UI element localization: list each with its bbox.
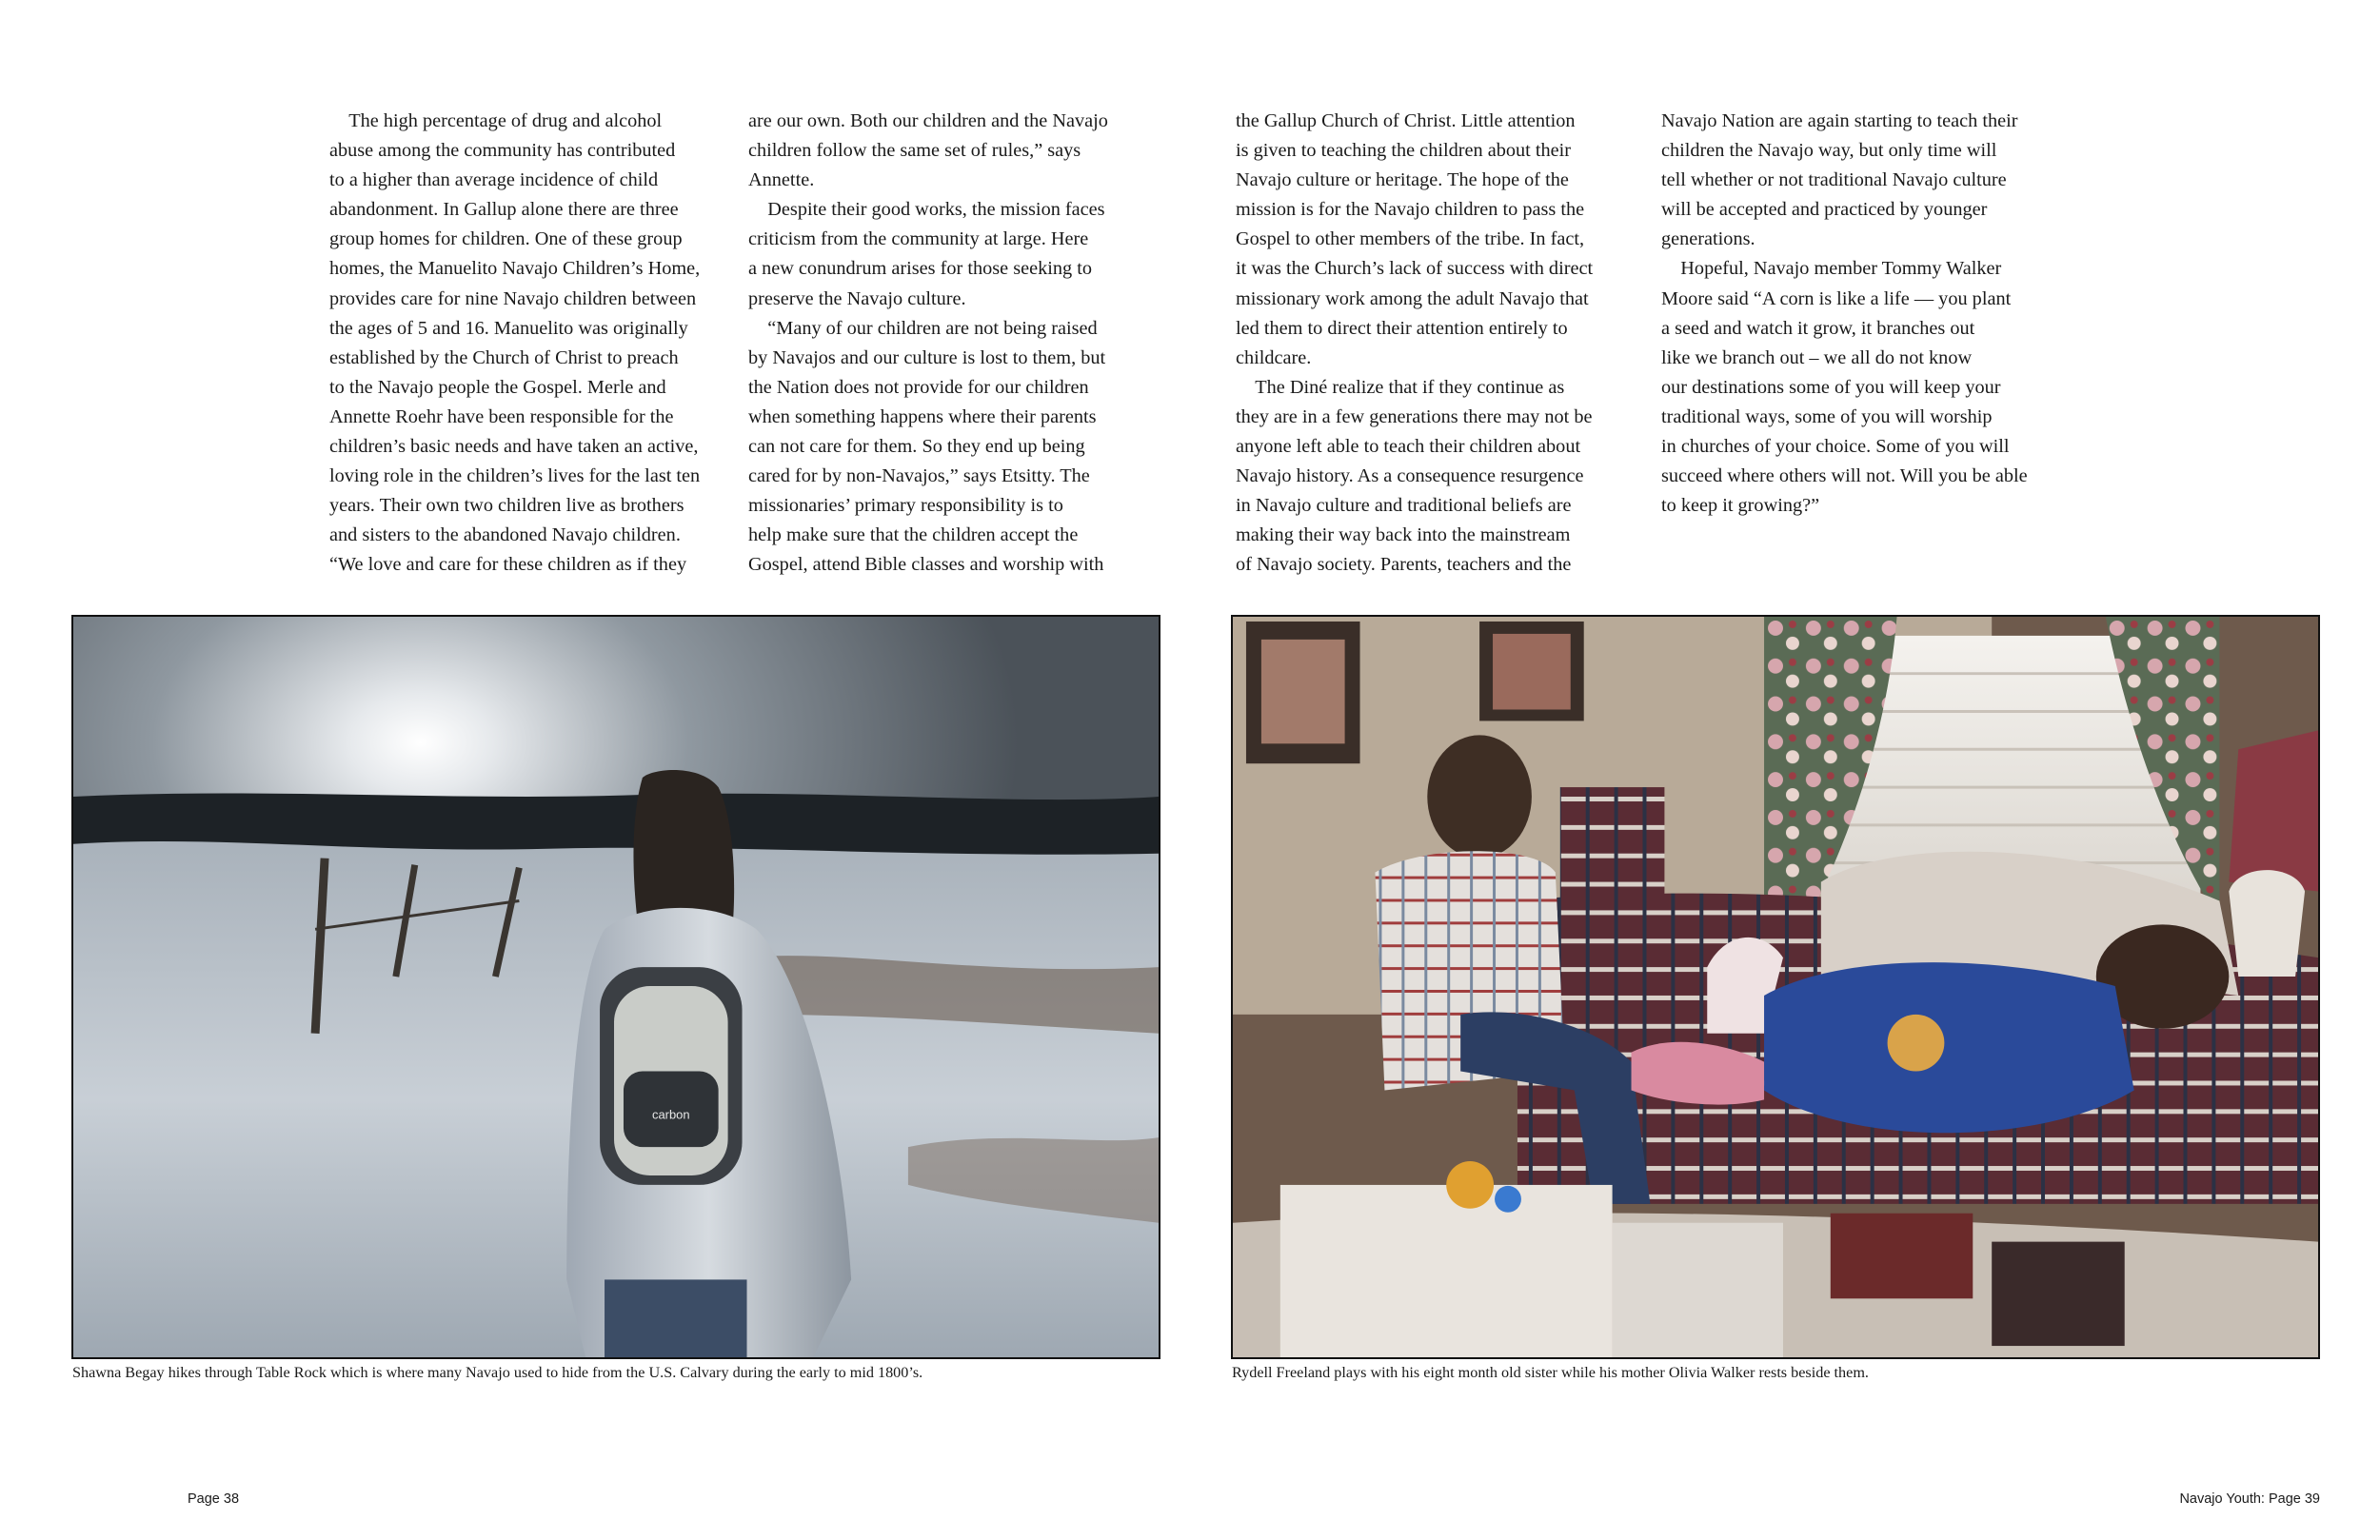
text-line: the Nation does not provide for our children bbox=[748, 376, 1089, 398]
left-page-column-1 bbox=[329, 107, 700, 581]
text-line: abandonment. In Gallup alone there are three bbox=[329, 199, 679, 221]
text-line: help make sure that the children accept the bbox=[748, 524, 1079, 546]
photo-snow-hike-image bbox=[73, 617, 1159, 1357]
text-line: generations. bbox=[1661, 228, 1755, 250]
text-line: criticism from the community at large. Here bbox=[748, 228, 1089, 250]
text-line: traditional ways, some of you will worship bbox=[1661, 405, 1993, 427]
text-line: preserve the Navajo culture. bbox=[748, 287, 966, 309]
text-line: Gospel, attend Bible classes and worship with bbox=[748, 554, 1104, 576]
text-line: to the Navajo people the Gospel. Merle and bbox=[329, 376, 666, 398]
right-photo-caption: Rydell Freeland plays with his eight month old sister while his mother Olivia Walker rests beside them. bbox=[1232, 1364, 1869, 1381]
text-line: of Navajo society. Parents, teachers and the bbox=[1236, 554, 1572, 576]
text-line: years. Their own two children live as brothers bbox=[329, 495, 684, 517]
backpack-brand-label: carbon bbox=[651, 1107, 690, 1122]
text-line: in Navajo culture and traditional beliefs are bbox=[1236, 495, 1572, 517]
text-line: the Gallup Church of Christ. Little attention bbox=[1236, 110, 1576, 131]
text-line: like we branch out – we all do not know bbox=[1661, 346, 1973, 368]
text-line: homes, the Manuelito Navajo Children’s Home, bbox=[329, 258, 701, 280]
photo-living-room-image bbox=[1233, 617, 2318, 1357]
text-line: abuse among the community has contributed bbox=[329, 140, 676, 162]
text-line: “Many of our children are not being raised bbox=[748, 317, 1098, 339]
left-page-number: Page 38 bbox=[188, 1491, 240, 1507]
text-line: provides care for nine Navajo children between bbox=[329, 287, 697, 309]
text-line: children follow the same set of rules,” says bbox=[748, 140, 1081, 162]
text-line: The high percentage of drug and alcohol bbox=[329, 110, 663, 131]
text-line: making their way back into the mainstream bbox=[1236, 524, 1571, 546]
text-line: by Navajos and our culture is lost to them, but bbox=[748, 346, 1106, 368]
text-line: “We love and care for these children as if they bbox=[329, 554, 687, 576]
text-line: the ages of 5 and 16. Manuelito was originally bbox=[329, 317, 688, 339]
photo-living-room bbox=[1231, 615, 2320, 1359]
text-line: are our own. Both our children and the Navajo bbox=[748, 110, 1108, 131]
text-line: and sisters to the abandoned Navajo children. bbox=[329, 524, 681, 546]
text-line: tell whether or not traditional Navajo culture bbox=[1661, 169, 2007, 191]
text-line: missionaries’ primary responsibility is to bbox=[748, 495, 1063, 517]
right-page-column-2 bbox=[1661, 107, 2028, 521]
text-line: missionary work among the adult Navajo that bbox=[1236, 287, 1589, 309]
text-line: can not care for them. So they end up being bbox=[748, 436, 1085, 458]
text-line: The Diné realize that if they continue as bbox=[1236, 376, 1565, 398]
text-line: they are in a few generations there may not be bbox=[1236, 405, 1593, 427]
text-line: cared for by non-Navajos,” says Etsitty. The bbox=[748, 465, 1090, 487]
text-line: group homes for children. One of these group bbox=[329, 228, 683, 250]
text-line: mission is for the Navajo children to pass the bbox=[1236, 199, 1585, 221]
text-line: loving role in the children’s lives for the last ten bbox=[329, 465, 701, 487]
right-page-number: Navajo Youth: Page 39 bbox=[2179, 1491, 2320, 1507]
text-line: led them to direct their attention entirely to bbox=[1236, 317, 1568, 339]
text-line: Moore said “A corn is like a life — you plant bbox=[1661, 287, 2012, 309]
photo-snow-hike bbox=[71, 615, 1160, 1359]
text-line: Gospel to other members of the tribe. In fact, bbox=[1236, 228, 1585, 250]
text-line: established by the Church of Christ to preach bbox=[329, 346, 679, 368]
text-line: Hopeful, Navajo member Tommy Walker bbox=[1661, 258, 2002, 280]
text-line: will be accepted and practiced by younger bbox=[1661, 199, 1988, 221]
text-line: to keep it growing?” bbox=[1661, 495, 1820, 517]
text-line: to a higher than average incidence of child bbox=[329, 169, 659, 191]
text-line: childcare. bbox=[1236, 346, 1312, 368]
text-line: Navajo history. As a consequence resurgence bbox=[1236, 465, 1584, 487]
text-line: succeed where others will not. Will you be able bbox=[1661, 465, 2028, 487]
text-line: Despite their good works, the mission faces bbox=[748, 199, 1105, 221]
text-line: it was the Church’s lack of success with direct bbox=[1236, 258, 1594, 280]
right-page-column-1 bbox=[1236, 107, 1593, 581]
left-photo-caption: Shawna Begay hikes through Table Rock which is where many Navajo used to hide from the U.S. Calvary during the early to mid 1800’s. bbox=[72, 1364, 923, 1381]
text-line: is given to teaching the children about their bbox=[1236, 140, 1572, 162]
text-line: a seed and watch it grow, it branches out bbox=[1661, 317, 1975, 339]
text-line: a new conundrum arises for those seeking to bbox=[748, 258, 1093, 280]
text-line: in churches of your choice. Some of you will bbox=[1661, 436, 2010, 458]
text-line: children the Navajo way, but only time will bbox=[1661, 140, 1997, 162]
text-line: Navajo Nation are again starting to teach their bbox=[1661, 110, 2018, 131]
text-line: when something happens where their parents bbox=[748, 405, 1097, 427]
text-line: Annette. bbox=[748, 169, 815, 191]
left-page-column-2 bbox=[748, 107, 1108, 581]
text-line: our destinations some of you will keep your bbox=[1661, 376, 2001, 398]
text-line: Navajo culture or heritage. The hope of the bbox=[1236, 169, 1569, 191]
text-line: Annette Roehr have been responsible for the bbox=[329, 405, 674, 427]
text-line: anyone left able to teach their children about bbox=[1236, 436, 1581, 458]
text-line: children’s basic needs and have taken an active, bbox=[329, 436, 699, 458]
